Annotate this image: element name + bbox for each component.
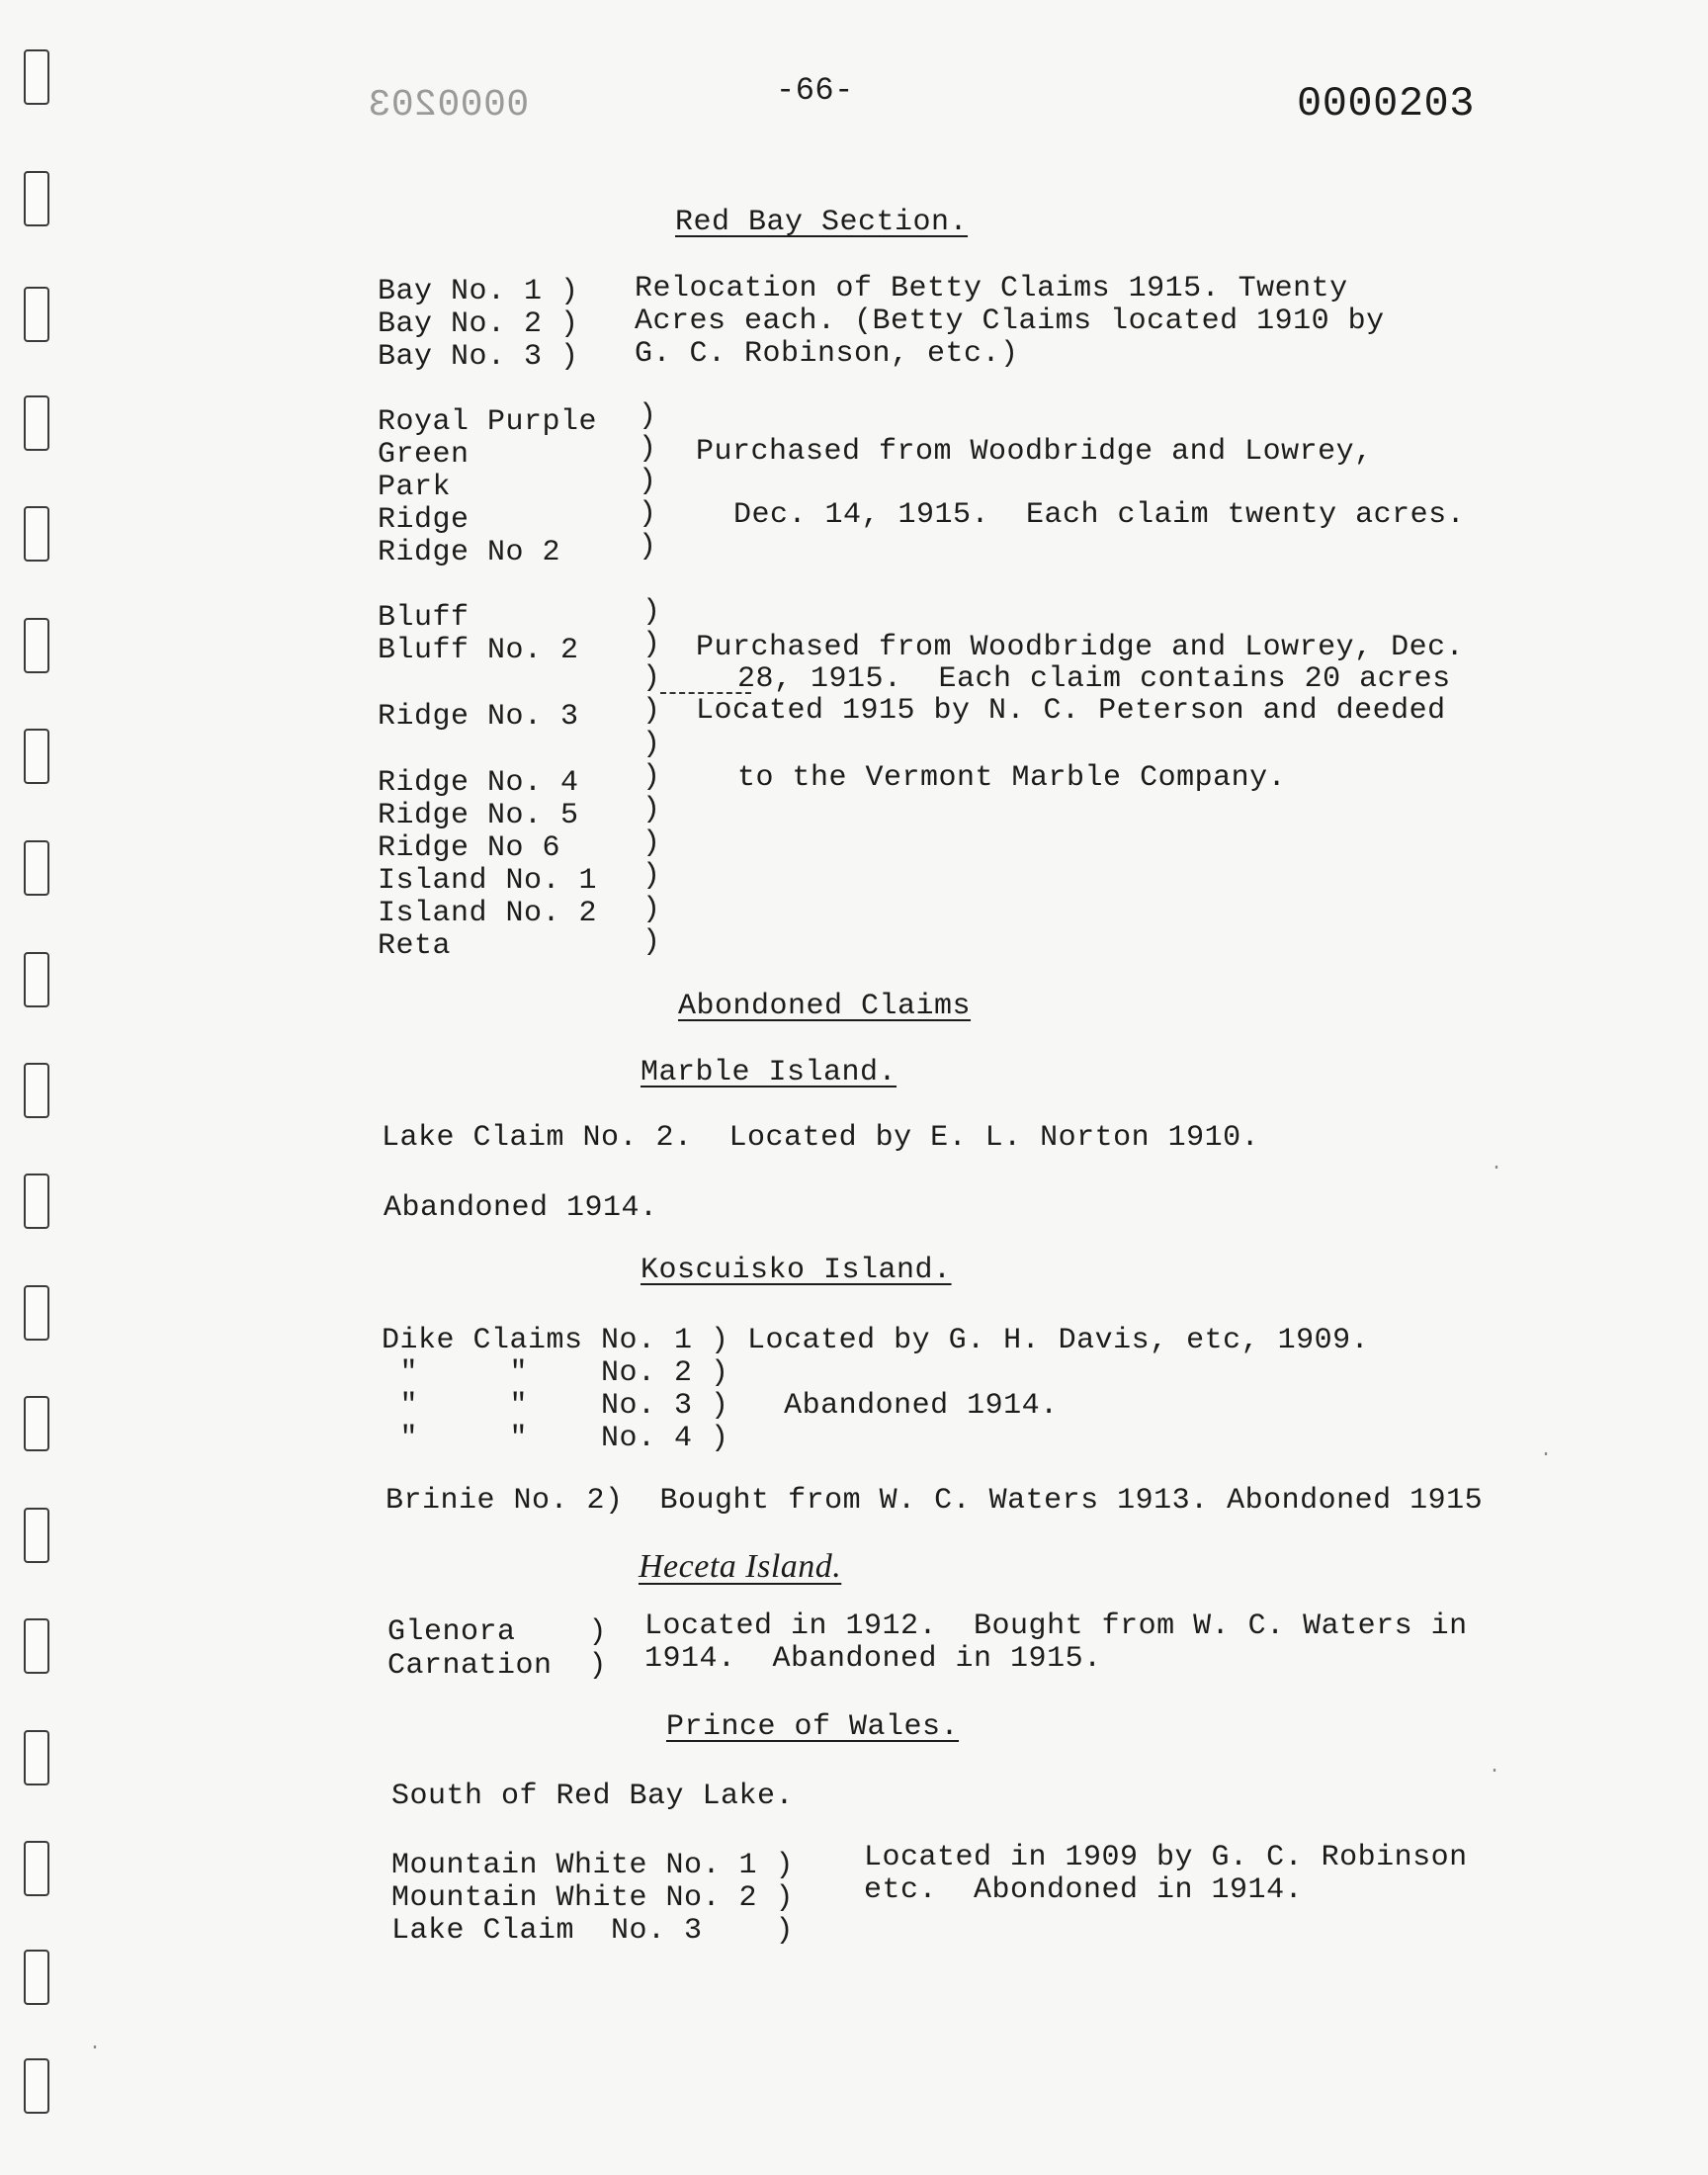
binder-hole-icon	[24, 952, 49, 1007]
scan-speck: ·	[1491, 1157, 1503, 1179]
marble-abandoned-line: Abandoned 1914.	[384, 1191, 658, 1225]
binder-hole-icon	[24, 506, 49, 562]
binder-hole-icon	[24, 618, 49, 673]
heceta-left-1: Glenora )	[387, 1615, 608, 1649]
dashed-rule	[660, 692, 751, 696]
pow-left-3: Lake Claim No. 3 )	[391, 1914, 795, 1948]
bracket-column: ) ) ) ) )	[639, 399, 657, 564]
document-number: 0000203	[1297, 80, 1475, 128]
binder-hole-icon	[24, 1841, 49, 1896]
binder-hole-icon	[24, 1950, 49, 2005]
binder-hole-icon	[24, 1174, 49, 1229]
claim-name: Ridge No 6	[378, 831, 561, 865]
claim-name: Bluff	[378, 601, 470, 635]
section-title-red-bay: Red Bay Section.	[675, 206, 969, 239]
scan-speck: ·	[89, 2037, 102, 2059]
scan-speck: ·	[1540, 1443, 1553, 1466]
pow-right-2: etc. Abondoned in 1914.	[864, 1873, 1304, 1907]
purchase-desc-5: Located 1915 by N. C. Peterson and deeded	[696, 694, 1446, 728]
binder-hole-icon	[24, 171, 49, 226]
mirrored-stamp: 0000203	[368, 84, 530, 127]
subheading-koscuisko-island: Koscuisko Island.	[640, 1254, 952, 1287]
claim-name: Ridge No. 5	[378, 799, 579, 832]
bay-right-2: Acres each. (Betty Claims located 1910 by	[635, 304, 1385, 338]
purchase-desc-2: Dec. 14, 1915. Each claim twenty acres.	[733, 498, 1466, 532]
binder-hole-icon	[24, 1285, 49, 1341]
binder-hole-icon	[24, 1730, 49, 1785]
heceta-right-2: 1914. Abandoned in 1915.	[644, 1642, 1102, 1676]
purchase-desc-3: Purchased from Woodbridge and Lowrey, Dec.	[696, 631, 1465, 664]
claim-name: Island No. 2	[378, 897, 598, 930]
claim-name: Reta	[378, 929, 452, 963]
brinie-line: Brinie No. 2) Bought from W. C. Waters 1913. Abondoned 1915	[385, 1484, 1484, 1518]
binder-hole-icon	[24, 729, 49, 784]
purchase-desc-6: to the Vermont Marble Company.	[737, 761, 1287, 795]
claim-name: Ridge No. 4	[378, 766, 579, 800]
claim-name: Bluff No. 2	[378, 634, 579, 667]
binder-hole-icon	[24, 1063, 49, 1118]
binder-hole-icon	[24, 2058, 49, 2114]
pow-right-1: Located in 1909 by G. C. Robinson	[864, 1841, 1468, 1874]
purchase-desc-4: 28, 1915. Each claim contains 20 acres	[737, 662, 1451, 696]
binder-hole-icon	[24, 840, 49, 896]
claim-name: Green	[378, 438, 470, 472]
koscuisko-row: " " No. 3 ) Abandoned 1914.	[382, 1389, 1059, 1423]
binder-hole-icon	[24, 395, 49, 451]
heceta-right-1: Located in 1912. Bought from W. C. Waters in	[644, 1610, 1468, 1643]
claim-name: Park	[378, 471, 452, 504]
pow-south-line: South of Red Bay Lake.	[391, 1780, 795, 1813]
subheading-heceta-island: Heceta Island.	[639, 1548, 842, 1585]
claim-name: Royal Purple	[378, 405, 598, 439]
claim-name: Ridge	[378, 503, 470, 537]
pow-left-2: Mountain White No. 2 )	[391, 1881, 795, 1915]
bay-left-1: Bay No. 1 )	[378, 275, 579, 308]
claim-name: Ridge No. 3	[378, 700, 579, 734]
koscuisko-row: " " No. 2 )	[382, 1356, 729, 1390]
binder-hole-icon	[24, 49, 49, 105]
subheading-prince-of-wales: Prince of Wales.	[666, 1710, 960, 1744]
subheading-marble-island: Marble Island.	[640, 1056, 897, 1089]
binder-hole-icon	[24, 287, 49, 342]
claim-name: Island No. 1	[378, 864, 598, 898]
bay-left-3: Bay No. 3 )	[378, 340, 579, 374]
bracket-column: ) ) ) ) ) ) ) ) ) ) )	[642, 595, 661, 960]
claim-name: Ridge No 2	[378, 536, 561, 569]
purchase-desc-1: Purchased from Woodbridge and Lowrey,	[696, 435, 1373, 469]
marble-claim-line: Lake Claim No. 2. Located by E. L. Norton 1910.	[382, 1121, 1260, 1155]
heceta-left-2: Carnation )	[387, 1649, 608, 1683]
bay-left-2: Bay No. 2 )	[378, 307, 579, 341]
binder-hole-icon	[24, 1618, 49, 1674]
bay-right-3: G. C. Robinson, etc.)	[635, 337, 1019, 371]
scan-speck: ·	[1489, 1760, 1501, 1783]
pow-left-1: Mountain White No. 1 )	[391, 1849, 795, 1882]
bay-right-1: Relocation of Betty Claims 1915. Twenty	[635, 272, 1348, 305]
binder-hole-icon	[24, 1396, 49, 1451]
page-number: -66-	[776, 72, 854, 109]
koscuisko-row: " " No. 4 )	[382, 1422, 729, 1455]
koscuisko-row: Dike Claims No. 1 ) Located by G. H. Davis, etc, 1909.	[382, 1324, 1370, 1357]
section-title-abandoned: Abondoned Claims	[678, 990, 972, 1023]
binder-hole-icon	[24, 1508, 49, 1563]
